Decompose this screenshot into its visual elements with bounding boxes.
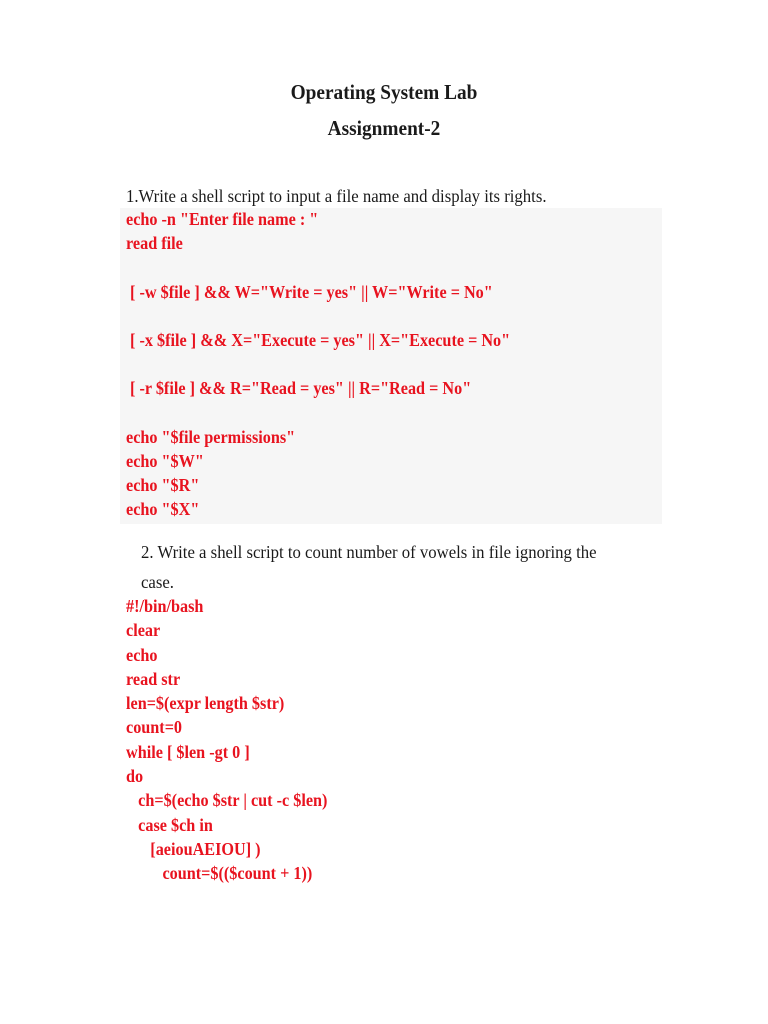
code-line: read file (126, 233, 183, 254)
code-line (126, 401, 510, 425)
code-line: count=$(($count + 1)) (126, 863, 313, 884)
code-block-2 (126, 594, 327, 886)
code-line: read str (126, 668, 181, 689)
code-line: case $ch in (126, 814, 213, 835)
code-line (126, 352, 510, 376)
code-line: while [ $len -gt 0 ] (126, 741, 250, 762)
code-line: #!/bin/bash (126, 596, 204, 616)
code-line: do (126, 766, 144, 787)
code-line: ch=$(echo $str | cut -c $len) (126, 790, 328, 811)
code-line: clear (126, 620, 161, 641)
code-line: echo "$file permissions" (126, 426, 296, 447)
page-subtitle: Assignment-2 (327, 116, 441, 140)
code-line (126, 255, 510, 279)
code-line: echo "$X" (126, 499, 200, 520)
code-line: count=0 (126, 717, 183, 738)
code-block-1 (126, 207, 510, 521)
question-1-text: 1.Write a shell script to input a file name and display its rights. (126, 186, 547, 206)
code-line: echo -n "Enter file name : " (126, 209, 319, 229)
code-line: [aeiouAEIOU] ) (126, 838, 261, 859)
code-line: echo "$W" (126, 450, 204, 471)
code-line: [ -x $file ] && X="Execute = yes" || X="Execute = No" (126, 329, 511, 350)
code-line (126, 304, 510, 328)
code-line: len=$(expr length $str) (126, 693, 285, 714)
question-2-text-line-1: 2. Write a shell script to count number of vowels in file ignoring the (141, 542, 597, 562)
code-line: echo (126, 644, 158, 665)
code-line: [ -w $file ] && W="Write = yes" || W="Write = No" (126, 281, 493, 302)
code-line: echo "$R" (126, 475, 200, 496)
page-title: Operating System Lab (290, 80, 478, 104)
code-line: [ -r $file ] && R="Read = yes" || R="Read = No" (126, 378, 472, 399)
question-2-text-line-2: case. (141, 572, 175, 592)
